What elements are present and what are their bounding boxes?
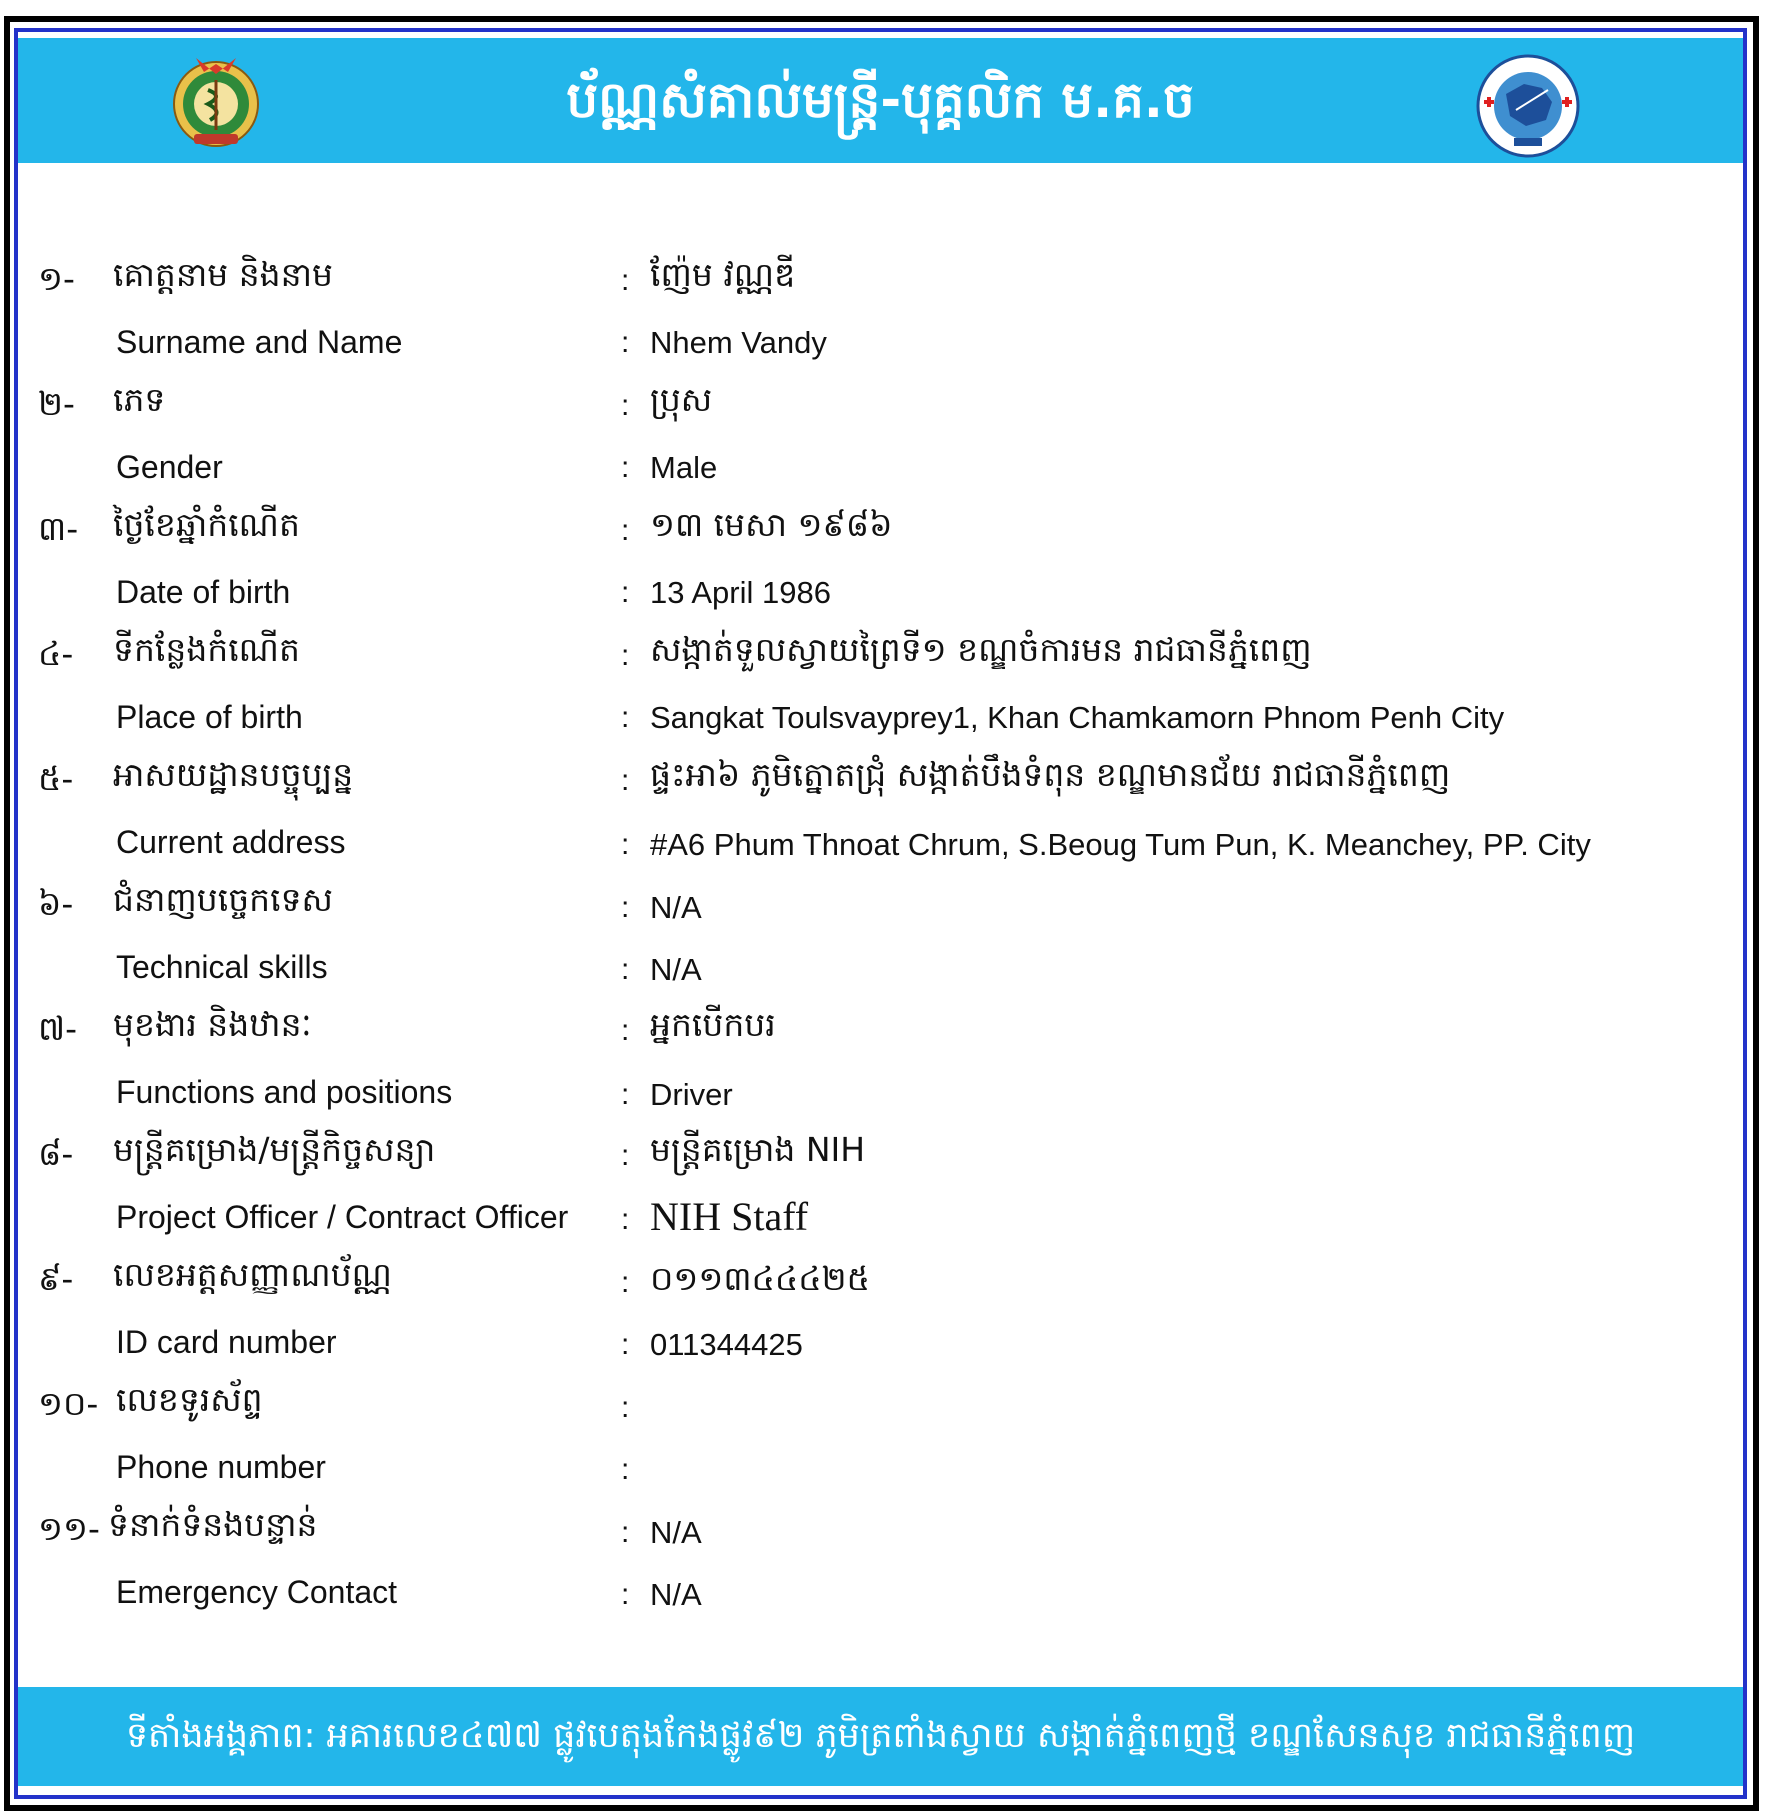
colon: :	[621, 701, 630, 734]
ministry-of-health-emblem-icon	[166, 50, 266, 152]
colon: :	[621, 264, 630, 297]
field-number: ៨-	[38, 1134, 74, 1173]
label-km-gender: ភេទ	[113, 380, 166, 419]
field-number: ១១-	[38, 1509, 100, 1548]
colon: :	[621, 1014, 630, 1047]
colon: :	[621, 828, 630, 861]
value-en-id-card: 011344425	[650, 1327, 803, 1362]
value-km-id-card: ០១១៣៤៤៤២៥	[650, 1259, 870, 1298]
colon: :	[621, 1266, 630, 1299]
value-en-surname: Nhem Vandy	[650, 325, 827, 360]
colon: :	[621, 1453, 630, 1486]
value-en-technical-skills: N/A	[650, 952, 702, 987]
label-km-current-address: អាសយដ្ឋានបច្ចុប្បន្ន	[113, 755, 354, 794]
label-km-phone: លេខទូរស័ព្ទ	[116, 1380, 263, 1419]
field-number: ៥-	[38, 759, 74, 798]
value-km-surname: ញ៉ែម វណ្ណឌី	[650, 255, 796, 294]
colon: :	[621, 639, 630, 672]
value-en-dob: 13 April 1986	[650, 575, 831, 610]
card-title: ប័ណ្ណសំគាល់មន្ត្រី-បុគ្គលិក ម.គ.ច	[566, 71, 1195, 129]
label-en-dob: Date of birth	[116, 574, 291, 610]
label-km-id-card: លេខអត្តសញ្ញាណប័ណ្ណ	[113, 1255, 392, 1294]
value-km-dob: ១៣ មេសា ១៩៨៦	[650, 505, 893, 544]
colon: :	[621, 1578, 630, 1611]
colon: :	[621, 1516, 630, 1549]
colon: :	[621, 514, 630, 547]
label-en-place-of-birth: Place of birth	[116, 699, 303, 735]
colon: :	[621, 1328, 630, 1361]
value-en-current-address: #A6 Phum Thnoat Chrum, S.Beoug Tum Pun, K. Meanchey, PP. City	[650, 827, 1591, 862]
field-number: ៧-	[38, 1009, 77, 1048]
colon: :	[621, 326, 630, 359]
label-en-id-card: ID card number	[116, 1324, 337, 1360]
value-km-technical-skills: N/A	[650, 890, 702, 925]
field-number: ៦-	[38, 884, 74, 923]
field-number: ១០-	[38, 1384, 99, 1423]
value-km-current-address: ផ្ទះអា៦ ភូមិត្នោតជ្រុំ សង្កាត់បឹងទំពុន ខណ្ឌមានជ័យ រាជធានីភ្នំពេញ	[650, 755, 1451, 794]
label-km-officer-type: មន្ត្រីគម្រោង/មន្ត្រីកិច្ចសន្យា	[113, 1130, 436, 1169]
label-en-surname: Surname and Name	[116, 324, 403, 360]
value-en-place-of-birth: Sangkat Toulsvayprey1, Khan Chamkamorn Phnom Penh City	[650, 700, 1505, 735]
label-km-functions: មុខងារ និងឋានៈ	[113, 1005, 312, 1044]
colon: :	[621, 953, 630, 986]
label-en-functions: Functions and positions	[116, 1074, 453, 1110]
value-en-gender: Male	[650, 450, 718, 485]
value-km-functions: អ្នកបើកបរ	[650, 1005, 776, 1044]
label-km-dob: ថ្ងៃខែឆ្នាំកំណើត	[113, 505, 300, 544]
value-km-officer-type: មន្ត្រីគម្រោង NIH	[650, 1130, 866, 1169]
label-en-emergency: Emergency Contact	[116, 1574, 398, 1610]
label-en-gender: Gender	[116, 449, 223, 485]
field-number: ២-	[38, 384, 75, 423]
colon: :	[621, 451, 630, 484]
label-km-surname: គោត្តនាម និងនាម	[113, 255, 333, 294]
label-en-officer-type: Project Officer / Contract Officer	[116, 1199, 569, 1235]
value-en-emergency: N/A	[650, 1577, 702, 1612]
footer-address: ទីតាំងអង្គភាព: អគារលេខ៤៧៧ ផ្លូវបេតុងកែងផ្លូវ៩២ ភូមិត្រពាំងស្វាយ សង្កាត់ភ្នំពេញថ្មី ខណ្ឌសែនសុខ រាជធានីភ្នំពេញ	[125, 1716, 1636, 1756]
label-km-technical-skills: ជំនាញបច្ចេកទេស	[113, 880, 333, 919]
label-en-phone: Phone number	[116, 1449, 326, 1485]
colon: :	[621, 891, 630, 924]
colon: :	[621, 576, 630, 609]
cnm-map-emblem-icon	[1476, 54, 1580, 158]
value-km-gender: ប្រុស	[650, 380, 713, 419]
colon: :	[621, 1078, 630, 1111]
colon: :	[621, 389, 630, 422]
colon: :	[621, 1391, 630, 1424]
field-number: ១-	[38, 259, 75, 298]
label-km-place-of-birth: ទីកន្លែងកំណើត	[113, 630, 300, 669]
colon: :	[621, 764, 630, 797]
value-km-emergency: N/A	[650, 1515, 702, 1550]
field-number: ៣-	[38, 509, 79, 548]
value-en-functions: Driver	[650, 1077, 733, 1112]
label-km-emergency: ទំនាក់ទំនងបន្ទាន់	[108, 1505, 318, 1544]
colon: :	[621, 1203, 630, 1236]
value-km-place-of-birth: សង្កាត់ទួលស្វាយព្រៃទី១ ខណ្ឌចំការមន រាជធានីភ្នំពេញ	[650, 630, 1312, 669]
field-number: ៤-	[38, 634, 74, 673]
colon: :	[621, 1139, 630, 1172]
label-en-current-address: Current address	[116, 824, 346, 860]
field-number: ៩-	[38, 1259, 74, 1298]
footer-bar	[18, 1687, 1743, 1786]
label-en-technical-skills: Technical skills	[116, 949, 328, 985]
value-en-officer-type: NIH Staff	[650, 1194, 809, 1239]
